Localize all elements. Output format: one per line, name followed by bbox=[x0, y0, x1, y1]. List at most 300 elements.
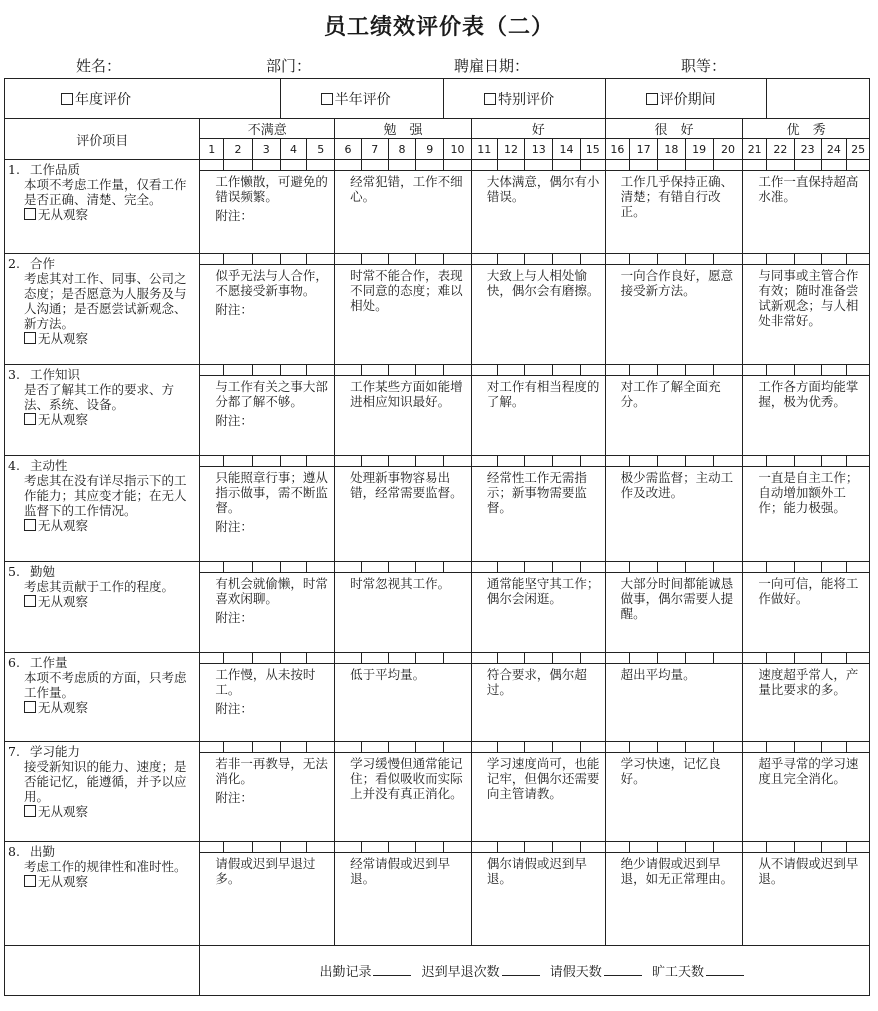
score-number: 14 bbox=[553, 139, 581, 160]
grade-description: 通常能坚守其工作；偶尔会闲逛。 bbox=[486, 576, 600, 606]
score-tick-cell[interactable] bbox=[630, 365, 658, 376]
score-tick-cell[interactable] bbox=[658, 842, 686, 853]
score-tick-cell[interactable] bbox=[605, 842, 630, 853]
score-tick-cell[interactable] bbox=[416, 160, 444, 171]
score-tick-cell[interactable] bbox=[794, 742, 821, 753]
score-tick-cell[interactable] bbox=[335, 742, 362, 753]
score-tick-cell[interactable] bbox=[525, 254, 553, 265]
score-tick-cell[interactable] bbox=[553, 562, 581, 573]
score-tick-cell[interactable] bbox=[335, 842, 362, 853]
score-number: 23 bbox=[794, 139, 821, 160]
criterion-title: 学习能力 bbox=[30, 744, 81, 759]
score-tick-cell[interactable] bbox=[497, 365, 525, 376]
score-tick-cell[interactable] bbox=[200, 742, 224, 753]
score-tick-cell[interactable] bbox=[416, 254, 444, 265]
score-tick-cell[interactable] bbox=[713, 562, 743, 573]
score-tick-cell[interactable] bbox=[224, 842, 253, 853]
score-tick-cell[interactable] bbox=[658, 254, 686, 265]
score-tick-cell[interactable] bbox=[794, 160, 821, 171]
criterion-cell bbox=[5, 160, 200, 254]
score-tick-cell[interactable] bbox=[307, 160, 335, 171]
grade-description-cell bbox=[335, 573, 472, 653]
score-tick-cell[interactable] bbox=[605, 254, 630, 265]
score-tick-cell[interactable] bbox=[497, 456, 525, 467]
score-tick-cell[interactable] bbox=[252, 742, 280, 753]
score-tick-cell[interactable] bbox=[388, 254, 416, 265]
score-tick-cell[interactable] bbox=[200, 653, 224, 664]
score-tick-cell[interactable] bbox=[307, 456, 335, 467]
checkbox-icon[interactable] bbox=[24, 519, 36, 531]
score-tick-cell[interactable] bbox=[553, 160, 581, 171]
score-tick-cell[interactable] bbox=[605, 365, 630, 376]
criterion-title: 工作知识 bbox=[30, 367, 81, 382]
grade-description-cell bbox=[335, 171, 472, 254]
score-tick-cell[interactable] bbox=[497, 254, 525, 265]
score-tick-cell[interactable] bbox=[685, 365, 713, 376]
score-tick-cell[interactable] bbox=[471, 742, 497, 753]
not-observable-label: 无从观察 bbox=[38, 594, 89, 609]
grade-description-cell bbox=[200, 753, 335, 842]
score-tick-cell[interactable] bbox=[821, 456, 847, 467]
checkbox-icon[interactable] bbox=[24, 413, 36, 425]
score-tick-cell[interactable] bbox=[444, 742, 472, 753]
grade-description: 极少需监督；主动工作及改进。 bbox=[620, 470, 734, 500]
score-tick-cell[interactable] bbox=[280, 653, 307, 664]
score-tick-cell[interactable] bbox=[200, 160, 224, 171]
not-observable-label: 无从观察 bbox=[38, 804, 89, 819]
score-tick-cell[interactable] bbox=[525, 653, 553, 664]
score-tick-cell[interactable] bbox=[658, 456, 686, 467]
score-tick-cell[interactable] bbox=[767, 562, 795, 573]
note-label: 附注： bbox=[215, 519, 253, 534]
criterion-tick-row bbox=[5, 365, 870, 376]
criterion-title: 出勤 bbox=[30, 844, 56, 859]
grade-description: 一向可信，能将工作做好。 bbox=[758, 576, 859, 606]
score-tick-cell[interactable] bbox=[444, 254, 472, 265]
grade-description: 对工作有相当程度的了解。 bbox=[486, 379, 600, 409]
grade-description-cell bbox=[471, 573, 605, 653]
score-tick-cell[interactable] bbox=[471, 562, 497, 573]
score-tick-cell[interactable] bbox=[361, 842, 388, 853]
score-tick-cell[interactable] bbox=[307, 365, 335, 376]
score-tick-cell[interactable] bbox=[416, 562, 444, 573]
criterion-description: 本项不考虑质的方面，只考虑工作量。 bbox=[24, 670, 187, 700]
score-tick-cell[interactable] bbox=[252, 842, 280, 853]
score-tick-cell[interactable] bbox=[794, 842, 821, 853]
checkbox-icon[interactable] bbox=[24, 701, 36, 713]
criterion-tick-row bbox=[5, 562, 870, 573]
score-tick-cell[interactable] bbox=[388, 365, 416, 376]
score-tick-cell[interactable] bbox=[335, 254, 362, 265]
score-tick-cell[interactable] bbox=[388, 456, 416, 467]
evaluation-type-row bbox=[5, 79, 870, 119]
grade-description: 超乎寻常的学习速度且完全消化。 bbox=[758, 756, 859, 786]
not-observable-option[interactable] bbox=[8, 700, 196, 715]
criterion-number: 8. bbox=[8, 844, 20, 859]
score-tick-cell[interactable] bbox=[280, 742, 307, 753]
score-tick-cell[interactable] bbox=[847, 562, 870, 573]
type-annual[interactable]: 年度评价 bbox=[5, 79, 281, 119]
grade-description: 工作一直保持超高水准。 bbox=[758, 174, 859, 204]
score-tick-cell[interactable] bbox=[416, 365, 444, 376]
score-tick-cell[interactable] bbox=[525, 365, 553, 376]
score-tick-cell[interactable] bbox=[335, 562, 362, 573]
grade-description: 速度超乎常人，产量比要求的多。 bbox=[758, 667, 859, 697]
score-tick-cell[interactable] bbox=[335, 160, 362, 171]
score-tick-cell[interactable] bbox=[335, 365, 362, 376]
grade-description: 经常请假或迟到早退。 bbox=[350, 856, 451, 886]
score-tick-cell[interactable] bbox=[224, 456, 253, 467]
score-tick-cell[interactable] bbox=[224, 562, 253, 573]
score-tick-cell[interactable] bbox=[794, 365, 821, 376]
score-tick-cell[interactable] bbox=[821, 653, 847, 664]
score-tick-cell[interactable] bbox=[580, 160, 605, 171]
score-tick-cell[interactable] bbox=[553, 742, 581, 753]
not-observable-option[interactable] bbox=[8, 518, 196, 533]
score-tick-cell[interactable] bbox=[767, 456, 795, 467]
grade-description-cell bbox=[200, 573, 335, 653]
score-tick-cell[interactable] bbox=[605, 742, 630, 753]
score-tick-cell[interactable] bbox=[743, 160, 767, 171]
grade-description-cell bbox=[335, 853, 472, 946]
rank-field-label: 职等： bbox=[681, 57, 727, 75]
grade-description-cell bbox=[471, 853, 605, 946]
score-tick-cell[interactable] bbox=[685, 842, 713, 853]
score-tick-cell[interactable] bbox=[553, 653, 581, 664]
score-tick-cell[interactable] bbox=[580, 365, 605, 376]
type-special[interactable]: 特别评价 bbox=[444, 79, 605, 119]
score-tick-cell[interactable] bbox=[444, 653, 472, 664]
item-column-header: 评价项目 bbox=[5, 119, 200, 160]
score-tick-cell[interactable] bbox=[821, 160, 847, 171]
attendance-blank-cell bbox=[5, 946, 200, 996]
score-tick-cell[interactable] bbox=[685, 653, 713, 664]
criterion-description: 接受新知识的能力、速度；是否能记忆，能遵循，并予以应用。 bbox=[24, 759, 187, 804]
score-tick-cell[interactable] bbox=[280, 842, 307, 853]
score-tick-cell[interactable] bbox=[630, 742, 658, 753]
score-tick-cell[interactable] bbox=[252, 653, 280, 664]
score-tick-cell[interactable] bbox=[416, 456, 444, 467]
score-tick-cell[interactable] bbox=[794, 456, 821, 467]
score-tick-cell[interactable] bbox=[821, 254, 847, 265]
score-tick-cell[interactable] bbox=[525, 160, 553, 171]
score-tick-cell[interactable] bbox=[743, 254, 767, 265]
criterion-number: 1. bbox=[8, 162, 20, 177]
score-tick-cell[interactable] bbox=[685, 742, 713, 753]
score-tick-cell[interactable] bbox=[224, 365, 253, 376]
score-tick-cell[interactable] bbox=[471, 842, 497, 853]
score-tick-cell[interactable] bbox=[847, 160, 870, 171]
score-tick-cell[interactable] bbox=[444, 160, 472, 171]
score-tick-cell[interactable] bbox=[200, 254, 224, 265]
grade-description-cell bbox=[743, 664, 870, 742]
score-tick-cell[interactable] bbox=[361, 365, 388, 376]
score-number: 5 bbox=[307, 139, 335, 160]
score-tick-cell[interactable] bbox=[658, 365, 686, 376]
score-tick-cell[interactable] bbox=[713, 160, 743, 171]
score-number: 11 bbox=[471, 139, 497, 160]
note-label: 附注： bbox=[215, 208, 253, 223]
score-tick-cell[interactable] bbox=[224, 254, 253, 265]
not-observable-option[interactable] bbox=[8, 804, 196, 819]
score-tick-cell[interactable] bbox=[200, 562, 224, 573]
score-tick-cell[interactable] bbox=[580, 254, 605, 265]
score-number: 10 bbox=[444, 139, 472, 160]
score-tick-cell[interactable] bbox=[767, 742, 795, 753]
score-tick-cell[interactable] bbox=[605, 653, 630, 664]
score-tick-cell[interactable] bbox=[361, 742, 388, 753]
grade-header-fair: 勉 强 bbox=[335, 119, 472, 139]
criterion-title: 工作品质 bbox=[30, 162, 81, 177]
score-tick-cell[interactable] bbox=[307, 653, 335, 664]
grade-description: 从不请假或迟到早退。 bbox=[758, 856, 859, 886]
score-tick-cell[interactable] bbox=[713, 653, 743, 664]
not-observable-option[interactable] bbox=[8, 331, 196, 346]
criterion-cell bbox=[5, 742, 200, 842]
grade-header-good: 好 bbox=[471, 119, 605, 139]
score-tick-cell[interactable] bbox=[580, 456, 605, 467]
grade-description-cell bbox=[471, 171, 605, 254]
score-number: 19 bbox=[685, 139, 713, 160]
score-tick-cell[interactable] bbox=[497, 160, 525, 171]
score-tick-cell[interactable] bbox=[280, 365, 307, 376]
score-tick-cell[interactable] bbox=[767, 842, 795, 853]
score-tick-cell[interactable] bbox=[388, 742, 416, 753]
late-count-blank[interactable] bbox=[502, 965, 540, 976]
score-tick-cell[interactable] bbox=[525, 562, 553, 573]
grade-description-cell bbox=[605, 753, 743, 842]
score-tick-cell[interactable] bbox=[685, 160, 713, 171]
score-tick-cell[interactable] bbox=[280, 562, 307, 573]
score-tick-cell[interactable] bbox=[553, 254, 581, 265]
score-tick-cell[interactable] bbox=[280, 160, 307, 171]
grade-description-cell bbox=[605, 664, 743, 742]
checkbox-icon[interactable] bbox=[484, 93, 496, 105]
score-tick-cell[interactable] bbox=[847, 842, 870, 853]
score-tick-cell[interactable] bbox=[630, 562, 658, 573]
note-label: 附注： bbox=[215, 790, 253, 805]
score-number: 12 bbox=[497, 139, 525, 160]
leave-days-blank[interactable] bbox=[604, 965, 642, 976]
score-tick-cell[interactable] bbox=[388, 160, 416, 171]
score-tick-cell[interactable] bbox=[630, 254, 658, 265]
score-tick-cell[interactable] bbox=[553, 456, 581, 467]
score-tick-cell[interactable] bbox=[335, 653, 362, 664]
attendance-summary: 出勤记录 迟到早退次数 请假天数 旷工天数 bbox=[200, 946, 870, 996]
score-tick-cell[interactable] bbox=[280, 456, 307, 467]
score-tick-cell[interactable] bbox=[713, 254, 743, 265]
score-tick-cell[interactable] bbox=[252, 456, 280, 467]
score-tick-cell[interactable] bbox=[685, 254, 713, 265]
score-tick-cell[interactable] bbox=[630, 653, 658, 664]
score-tick-cell[interactable] bbox=[307, 842, 335, 853]
grade-description-cell bbox=[200, 853, 335, 946]
checkbox-icon[interactable] bbox=[61, 93, 73, 105]
score-tick-cell[interactable] bbox=[307, 742, 335, 753]
score-tick-cell[interactable] bbox=[821, 365, 847, 376]
score-tick-cell[interactable] bbox=[416, 842, 444, 853]
score-tick-cell[interactable] bbox=[847, 456, 870, 467]
score-tick-cell[interactable] bbox=[471, 160, 497, 171]
checkbox-icon[interactable] bbox=[24, 595, 36, 607]
evaluation-table bbox=[4, 78, 870, 996]
score-tick-cell[interactable] bbox=[580, 742, 605, 753]
checkbox-icon[interactable] bbox=[24, 208, 36, 220]
grade-description: 符合要求，偶尔超过。 bbox=[486, 667, 587, 697]
score-number: 6 bbox=[335, 139, 362, 160]
score-tick-cell[interactable] bbox=[658, 562, 686, 573]
score-tick-cell[interactable] bbox=[821, 842, 847, 853]
not-observable-option[interactable] bbox=[8, 874, 196, 889]
score-tick-cell[interactable] bbox=[444, 365, 472, 376]
score-tick-cell[interactable] bbox=[713, 842, 743, 853]
score-tick-cell[interactable] bbox=[767, 160, 795, 171]
score-tick-cell[interactable] bbox=[361, 653, 388, 664]
score-tick-cell[interactable] bbox=[497, 562, 525, 573]
score-tick-cell[interactable] bbox=[743, 365, 767, 376]
score-tick-cell[interactable] bbox=[580, 842, 605, 853]
score-tick-cell[interactable] bbox=[335, 456, 362, 467]
score-tick-cell[interactable] bbox=[685, 562, 713, 573]
grade-description: 时常不能合作，表现不同意的态度；难以相处。 bbox=[350, 268, 463, 313]
not-observable-option[interactable] bbox=[8, 207, 196, 222]
score-tick-cell[interactable] bbox=[847, 742, 870, 753]
score-tick-cell[interactable] bbox=[497, 742, 525, 753]
score-tick-cell[interactable] bbox=[794, 653, 821, 664]
score-tick-cell[interactable] bbox=[553, 842, 581, 853]
checkbox-icon[interactable] bbox=[24, 805, 36, 817]
score-tick-cell[interactable] bbox=[743, 742, 767, 753]
score-tick-cell[interactable] bbox=[821, 742, 847, 753]
score-tick-cell[interactable] bbox=[361, 562, 388, 573]
score-tick-cell[interactable] bbox=[767, 254, 795, 265]
score-tick-cell[interactable] bbox=[630, 842, 658, 853]
checkbox-icon[interactable] bbox=[24, 332, 36, 344]
score-tick-cell[interactable] bbox=[794, 562, 821, 573]
not-observable-label: 无从观察 bbox=[38, 518, 89, 533]
type-semiannual[interactable]: 半年评价 bbox=[280, 79, 444, 119]
score-tick-cell[interactable] bbox=[200, 842, 224, 853]
criterion-tick-row bbox=[5, 160, 870, 171]
score-tick-cell[interactable] bbox=[794, 254, 821, 265]
score-tick-cell[interactable] bbox=[471, 254, 497, 265]
score-number: 9 bbox=[416, 139, 444, 160]
score-tick-cell[interactable] bbox=[388, 653, 416, 664]
score-tick-cell[interactable] bbox=[605, 160, 630, 171]
score-tick-cell[interactable] bbox=[307, 562, 335, 573]
score-tick-cell[interactable] bbox=[605, 456, 630, 467]
score-tick-cell[interactable] bbox=[200, 365, 224, 376]
type-period[interactable]: 评价期间 bbox=[605, 79, 766, 119]
grade-description: 处理新事物容易出错，经常需要监督。 bbox=[350, 470, 463, 500]
score-tick-cell[interactable] bbox=[525, 742, 553, 753]
score-tick-cell[interactable] bbox=[444, 562, 472, 573]
score-tick-cell[interactable] bbox=[658, 653, 686, 664]
score-tick-cell[interactable] bbox=[361, 456, 388, 467]
score-tick-cell[interactable] bbox=[743, 562, 767, 573]
score-tick-cell[interactable] bbox=[821, 562, 847, 573]
score-tick-cell[interactable] bbox=[471, 653, 497, 664]
checkbox-icon[interactable] bbox=[321, 93, 333, 105]
score-tick-cell[interactable] bbox=[307, 254, 335, 265]
score-tick-cell[interactable] bbox=[444, 842, 472, 853]
score-tick-cell[interactable] bbox=[471, 456, 497, 467]
score-tick-cell[interactable] bbox=[713, 365, 743, 376]
score-tick-cell[interactable] bbox=[847, 365, 870, 376]
grade-description-cell bbox=[743, 467, 870, 562]
score-tick-cell[interactable] bbox=[553, 365, 581, 376]
score-tick-cell[interactable] bbox=[497, 842, 525, 853]
grade-description-cell bbox=[605, 376, 743, 456]
type-blank-cell bbox=[767, 79, 870, 119]
score-tick-cell[interactable] bbox=[743, 456, 767, 467]
score-tick-cell[interactable] bbox=[580, 562, 605, 573]
score-tick-cell[interactable] bbox=[713, 742, 743, 753]
score-tick-cell[interactable] bbox=[361, 160, 388, 171]
score-tick-cell[interactable] bbox=[252, 365, 280, 376]
score-tick-cell[interactable] bbox=[847, 653, 870, 664]
score-tick-cell[interactable] bbox=[224, 653, 253, 664]
score-tick-cell[interactable] bbox=[252, 160, 280, 171]
score-number: 18 bbox=[658, 139, 686, 160]
score-tick-cell[interactable] bbox=[743, 842, 767, 853]
score-tick-cell[interactable] bbox=[361, 254, 388, 265]
score-tick-cell[interactable] bbox=[767, 653, 795, 664]
checkbox-icon[interactable] bbox=[646, 93, 658, 105]
not-observable-option[interactable] bbox=[8, 594, 196, 609]
score-tick-cell[interactable] bbox=[252, 254, 280, 265]
not-observable-label: 无从观察 bbox=[38, 207, 89, 222]
criterion-number: 5. bbox=[8, 564, 20, 579]
score-tick-cell[interactable] bbox=[630, 456, 658, 467]
score-tick-cell[interactable] bbox=[252, 562, 280, 573]
hire-date-field-label: 聘雇日期： bbox=[454, 57, 530, 75]
score-tick-cell[interactable] bbox=[658, 160, 686, 171]
grade-description: 请假或迟到早退过多。 bbox=[215, 856, 316, 886]
score-tick-cell[interactable] bbox=[847, 254, 870, 265]
score-tick-cell[interactable] bbox=[224, 742, 253, 753]
score-tick-cell[interactable] bbox=[685, 456, 713, 467]
score-tick-cell[interactable] bbox=[200, 456, 224, 467]
score-tick-cell[interactable] bbox=[416, 653, 444, 664]
score-tick-cell[interactable] bbox=[388, 842, 416, 853]
checkbox-icon[interactable] bbox=[24, 875, 36, 887]
score-tick-cell[interactable] bbox=[388, 562, 416, 573]
score-tick-cell[interactable] bbox=[525, 842, 553, 853]
grade-description-cell bbox=[743, 753, 870, 842]
score-tick-cell[interactable] bbox=[416, 742, 444, 753]
score-tick-cell[interactable] bbox=[444, 456, 472, 467]
score-number: 1 bbox=[200, 139, 224, 160]
score-tick-cell[interactable] bbox=[525, 456, 553, 467]
score-tick-cell[interactable] bbox=[658, 742, 686, 753]
score-tick-cell[interactable] bbox=[471, 365, 497, 376]
absent-days-blank[interactable] bbox=[706, 965, 744, 976]
grade-description: 低于平均量。 bbox=[350, 667, 426, 682]
score-tick-cell[interactable] bbox=[630, 160, 658, 171]
score-tick-cell[interactable] bbox=[767, 365, 795, 376]
score-tick-cell[interactable] bbox=[580, 653, 605, 664]
score-tick-cell[interactable] bbox=[605, 562, 630, 573]
score-tick-cell[interactable] bbox=[280, 254, 307, 265]
score-tick-cell[interactable] bbox=[497, 653, 525, 664]
score-tick-cell[interactable] bbox=[743, 653, 767, 664]
score-tick-cell[interactable] bbox=[713, 456, 743, 467]
criterion-title: 工作量 bbox=[30, 655, 68, 670]
attendance-record-blank[interactable] bbox=[373, 965, 411, 976]
score-tick-cell[interactable] bbox=[224, 160, 253, 171]
not-observable-option[interactable] bbox=[8, 412, 196, 427]
